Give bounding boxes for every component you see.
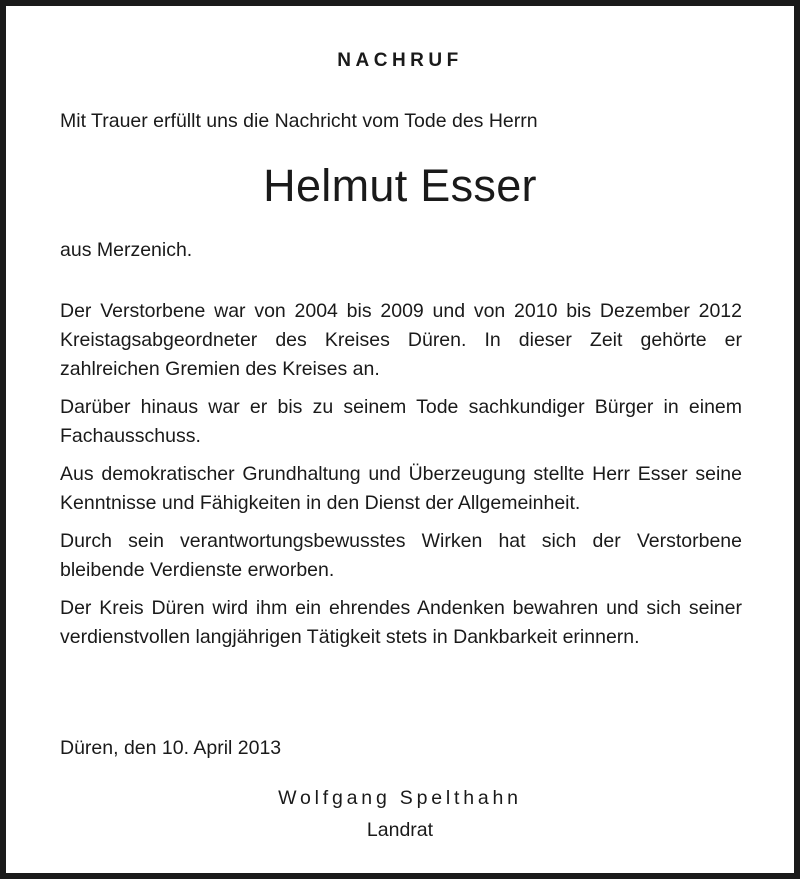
origin-line: aus Merzenich. bbox=[60, 239, 193, 261]
notice-body bbox=[60, 297, 742, 661]
signer-name: Wolfgang Spelthahn bbox=[278, 787, 522, 809]
body-paragraph: Darüber hinaus war er bis zu seinem Tode sachkundiger Bürger in einem Fachausschuss. bbox=[60, 396, 742, 447]
place-date: Düren, den 10. April 2013 bbox=[60, 737, 282, 759]
body-paragraph: Der Kreis Düren wird ihm ein ehrendes Andenken bewahren und sich seiner verdienstvollen langjährigen Tätigkeit stets in Dankbarkeit erinnern. bbox=[60, 597, 742, 648]
intro-line: Mit Trauer erfüllt uns die Nachricht vom Tode des Herrn bbox=[60, 110, 538, 132]
deceased-name: Helmut Esser bbox=[263, 160, 537, 211]
signer-title: Landrat bbox=[366, 819, 434, 841]
body-paragraph: Aus demokratischer Grundhaltung und Überzeugung stellte Herr Esser seine Kenntnisse und Fähigkeiten in den Dienst der Allgemeinheit. bbox=[60, 463, 742, 514]
notice-heading: NACHRUF bbox=[337, 50, 463, 71]
body-paragraph: Durch sein verantwortungsbewusstes Wirken hat sich der Verstorbene bleibende Verdienste erworben. bbox=[60, 530, 742, 581]
body-paragraph: Der Verstorbene war von 2004 bis 2009 und von 2010 bis Dezember 2012 Kreistagsabgeordneter des Kreises Düren. In dieser Zeit gehörte er zahlreichen Gremien des Kreises an. bbox=[60, 300, 742, 380]
